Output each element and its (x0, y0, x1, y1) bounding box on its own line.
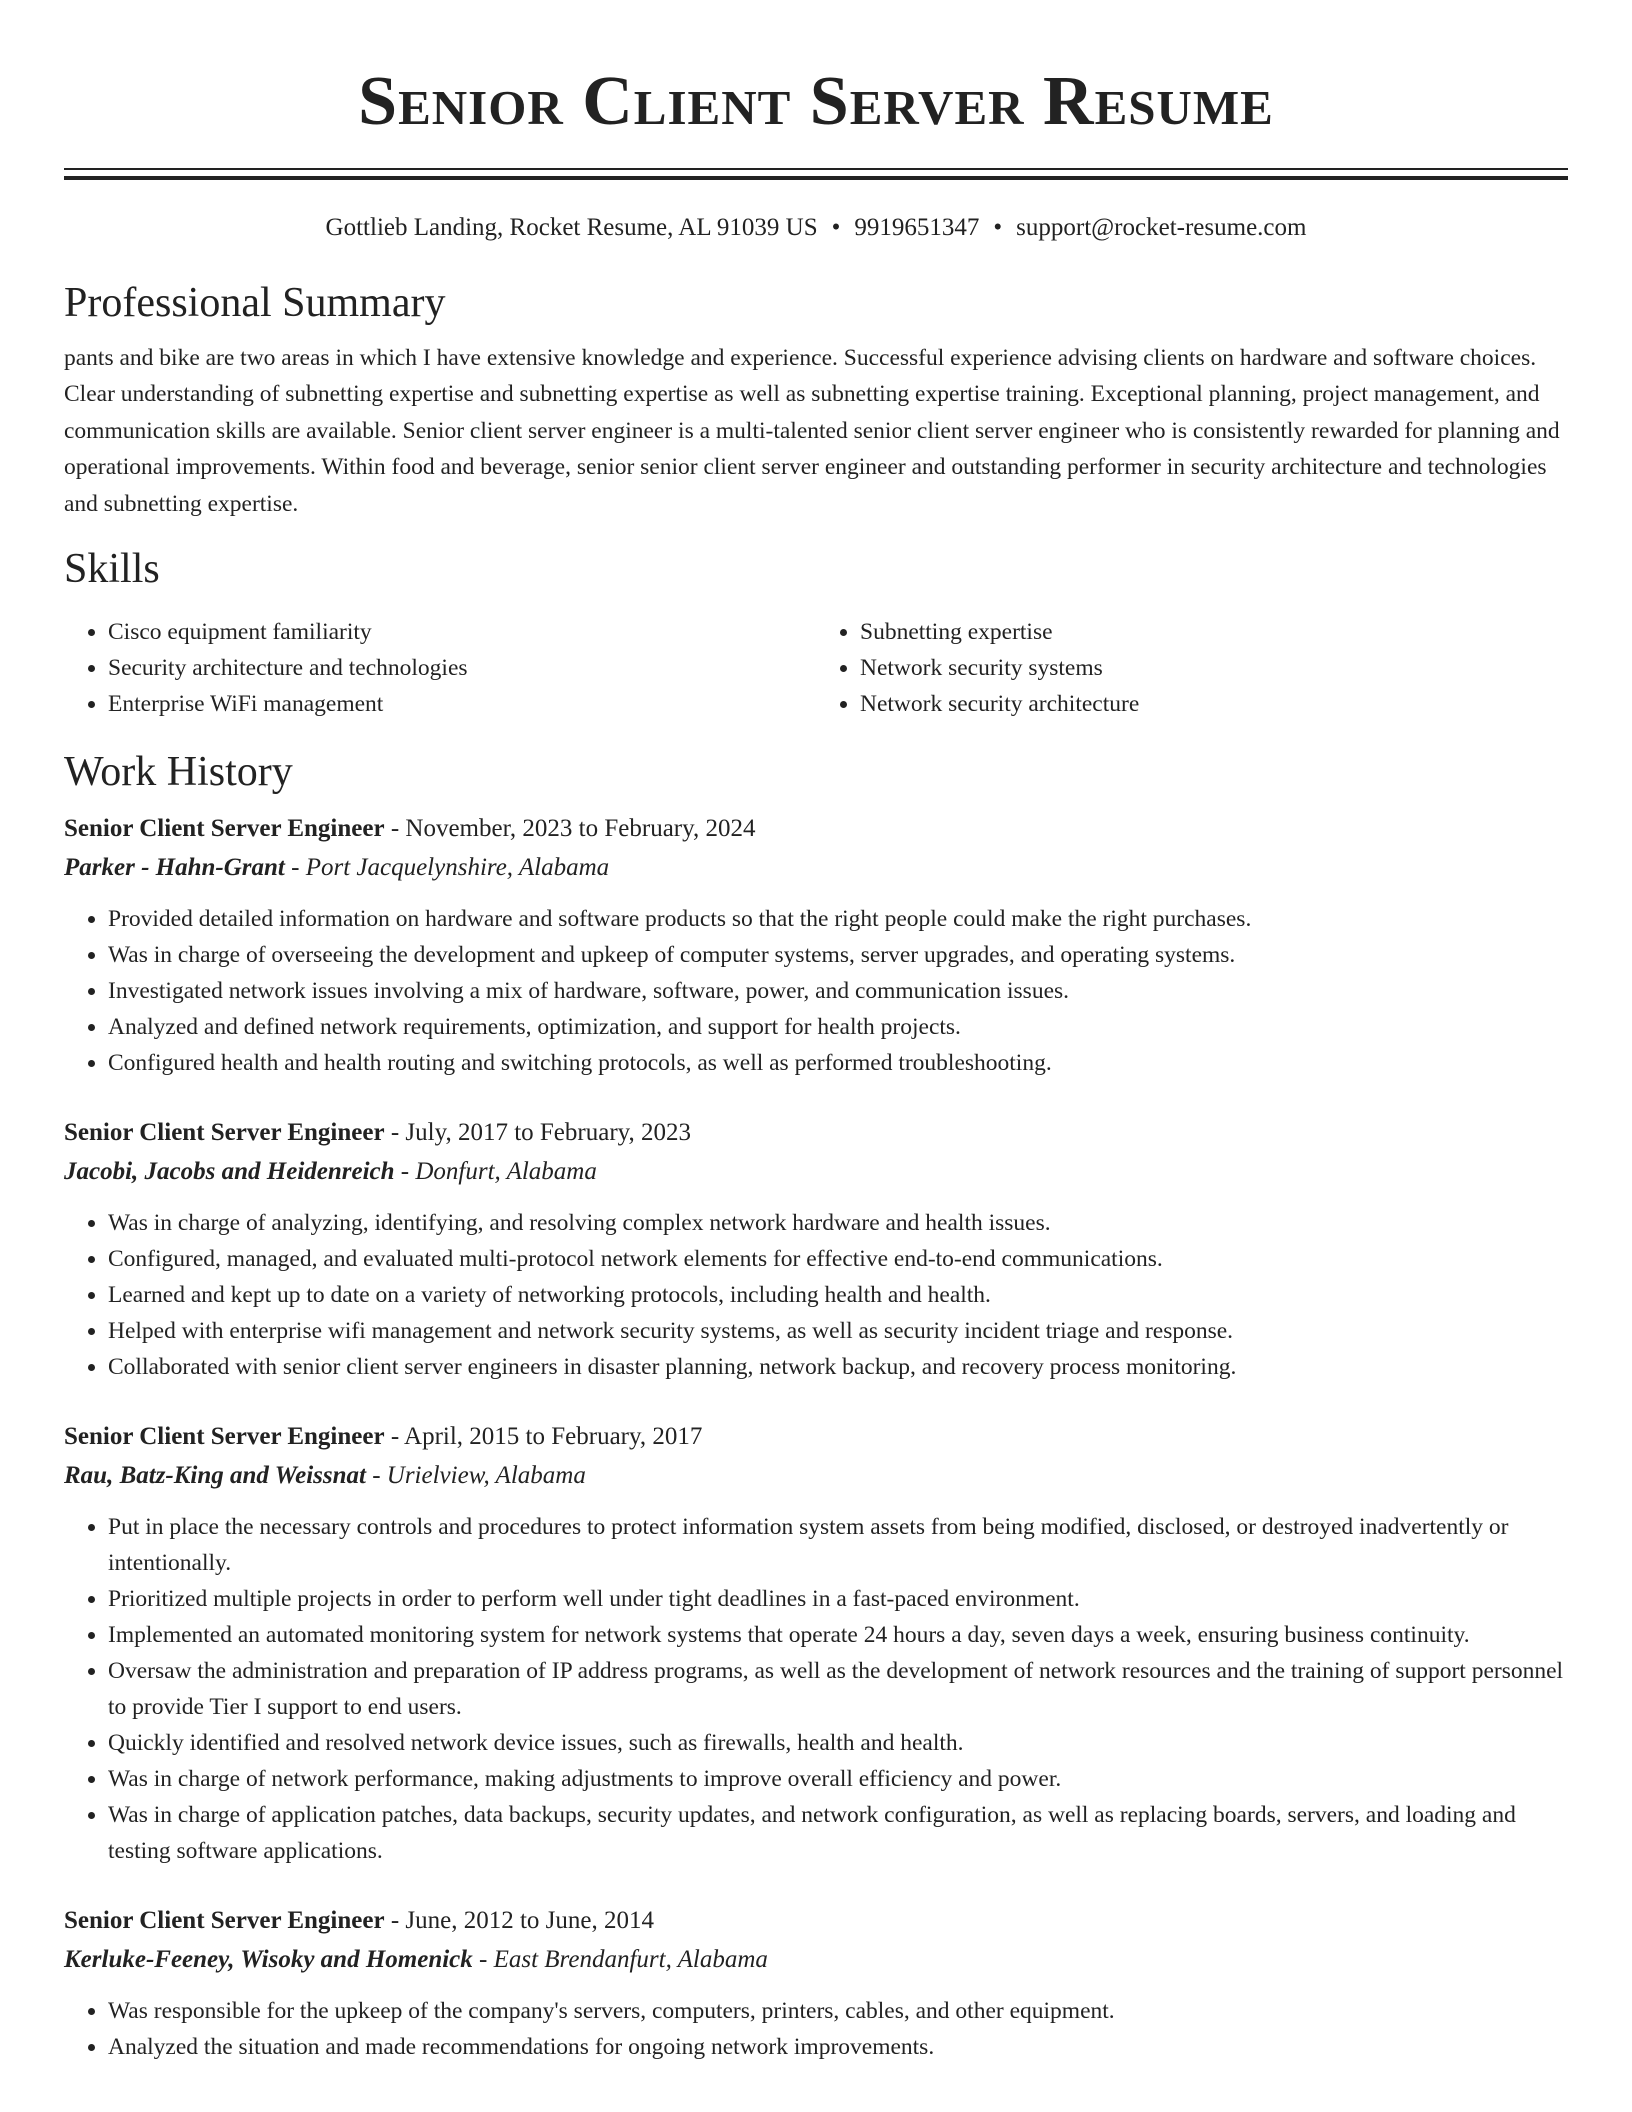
summary-heading: Professional Summary (64, 280, 446, 326)
skill-item: • Enterprise WiFi management (108, 686, 816, 722)
job-bullet: • Quickly identified and resolved network device issues, such as firewalls, health and health. (108, 1725, 1568, 1761)
job-bullet: • Configured, managed, and evaluated multi-protocol network elements for effective end-to-end communications. (108, 1241, 1568, 1277)
skill-item: • Security architecture and technologies (108, 650, 816, 686)
contact-separator: • (993, 214, 1003, 241)
job-company: Kerluke-Feeney, Wisoky and Homenick (64, 1946, 473, 1974)
job-title: Senior Client Server Engineer (64, 1907, 385, 1935)
job-bullets (64, 1509, 1568, 1869)
job-bullet: • Was in charge of overseeing the development and upkeep of computer systems, server upgrades, and operating systems. (108, 937, 1568, 973)
contact-phone: 9919651347 (854, 214, 980, 241)
skills-list (64, 614, 1568, 722)
job-bullet: • Configured health and health routing and switching protocols, as well as performed troubleshooting. (108, 1045, 1568, 1081)
job-title: Senior Client Server Engineer (64, 1119, 385, 1147)
skill-item: • Subnetting expertise (860, 614, 1568, 650)
job-company: Jacobi, Jacobs and Heidenreich (64, 1158, 395, 1186)
summary-text: pants and bike are two areas in which I have extensive knowledge and experience. Successful experience advising clients on hardware and software choices. Clear understanding of subnetting expertise and subnetting expertise as well as subnetting expertise training. Exceptional planning, project management, and communication skills are available. Senior client server engineer is a multi-talented senior client server engineer who is consistently rewarded for planning and operational improvements. Within food and beverage, senior senior client server engineer and outstanding performer in security architecture and technologies and subnetting expertise. (64, 345, 1560, 517)
skills-column-right (816, 614, 1568, 722)
job-company-line (64, 1941, 1568, 1979)
job-entry (64, 1113, 1568, 1385)
job-bullet: • Prioritized multiple projects in order to perform well under tight deadlines in a fast-paced environment. (108, 1581, 1568, 1617)
job-title-line (64, 1113, 1568, 1153)
job-title: Senior Client Server Engineer (64, 1423, 385, 1451)
job-entry (64, 809, 1568, 1081)
job-company-line (64, 849, 1568, 887)
job-location: - East Brendanfurt, Alabama (472, 1946, 768, 1974)
skills-heading: Skills (64, 546, 160, 593)
job-bullets (64, 901, 1568, 1081)
job-dates: - April, 2015 to February, 2017 (384, 1423, 703, 1451)
job-company-line (64, 1457, 1568, 1495)
job-bullet: • Analyzed and defined network requirements, optimization, and support for health projects. (108, 1009, 1568, 1045)
job-entry (64, 1901, 1568, 2065)
job-company: Rau, Batz-King and Weissnat (64, 1462, 366, 1490)
skill-item: • Cisco equipment familiarity (108, 614, 816, 650)
job-bullet: • Provided detailed information on hardware and software products so that the right people could make the right purchases. (108, 901, 1568, 937)
job-company: Parker - Hahn-Grant (64, 854, 285, 882)
job-entry (64, 1417, 1568, 1869)
skill-item: • Network security architecture (860, 686, 1568, 722)
title-divider (64, 168, 1568, 180)
job-bullet: • Put in place the necessary controls and procedures to protect information system assets from being modified, disclosed, or destroyed inadvertently or intentionally. (108, 1509, 1568, 1581)
job-title-line (64, 1417, 1568, 1457)
skills-column-left (64, 614, 816, 722)
job-location: - Donfurt, Alabama (394, 1158, 597, 1186)
skill-item: • Network security systems (860, 650, 1568, 686)
job-bullet: • Investigated network issues involving a mix of hardware, software, power, and communication issues. (108, 973, 1568, 1009)
job-location: - Port Jacquelynshire, Alabama (284, 854, 610, 882)
job-company-line (64, 1153, 1568, 1191)
job-bullet: • Was in charge of analyzing, identifying, and resolving complex network hardware and health issues. (108, 1205, 1568, 1241)
job-bullet: • Learned and kept up to date on a variety of networking protocols, including health and health. (108, 1277, 1568, 1313)
contact-separator: • (831, 214, 841, 241)
contact-line (64, 211, 1568, 245)
job-bullet: • Analyzed the situation and made recommendations for ongoing network improvements. (108, 2029, 1568, 2065)
job-location: - Urielview, Alabama (365, 1462, 586, 1490)
job-title-line (64, 809, 1568, 849)
contact-address: Gottlieb Landing, Rocket Resume, AL 91039 US (325, 214, 818, 241)
job-bullets (64, 1993, 1568, 2065)
job-bullet: • Oversaw the administration and preparation of IP address programs, as well as the development of network resources and the training of support personnel to provide Tier I support to end users. (108, 1653, 1568, 1725)
job-bullet: • Was responsible for the upkeep of the company's servers, computers, printers, cables, and other equipment. (108, 1993, 1568, 2029)
job-bullet: • Helped with enterprise wifi management and network security systems, as well as security incident triage and response. (108, 1313, 1568, 1349)
job-dates: - July, 2017 to February, 2023 (384, 1119, 692, 1147)
contact-email: support@rocket-resume.com (1016, 214, 1307, 241)
job-bullet: • Was in charge of network performance, making adjustments to improve overall efficiency and power. (108, 1761, 1568, 1797)
job-bullet: • Was in charge of application patches, data backups, security updates, and network configuration, as well as replacing boards, servers, and loading and testing software applications. (108, 1797, 1568, 1869)
job-title-line (64, 1901, 1568, 1941)
work-history-heading: Work History (64, 749, 293, 796)
job-bullet: • Implemented an automated monitoring system for network systems that operate 24 hours a day, seven days a week, ensuring business continuity. (108, 1617, 1568, 1653)
job-title: Senior Client Server Engineer (64, 815, 385, 843)
job-dates: - November, 2023 to February, 2024 (384, 815, 756, 843)
resume-title: Senior Client Server Resume (358, 63, 1274, 140)
job-bullets (64, 1205, 1568, 1385)
job-dates: - June, 2012 to June, 2014 (384, 1907, 654, 1935)
job-bullet: • Collaborated with senior client server engineers in disaster planning, network backup, and recovery process monitoring. (108, 1349, 1568, 1385)
